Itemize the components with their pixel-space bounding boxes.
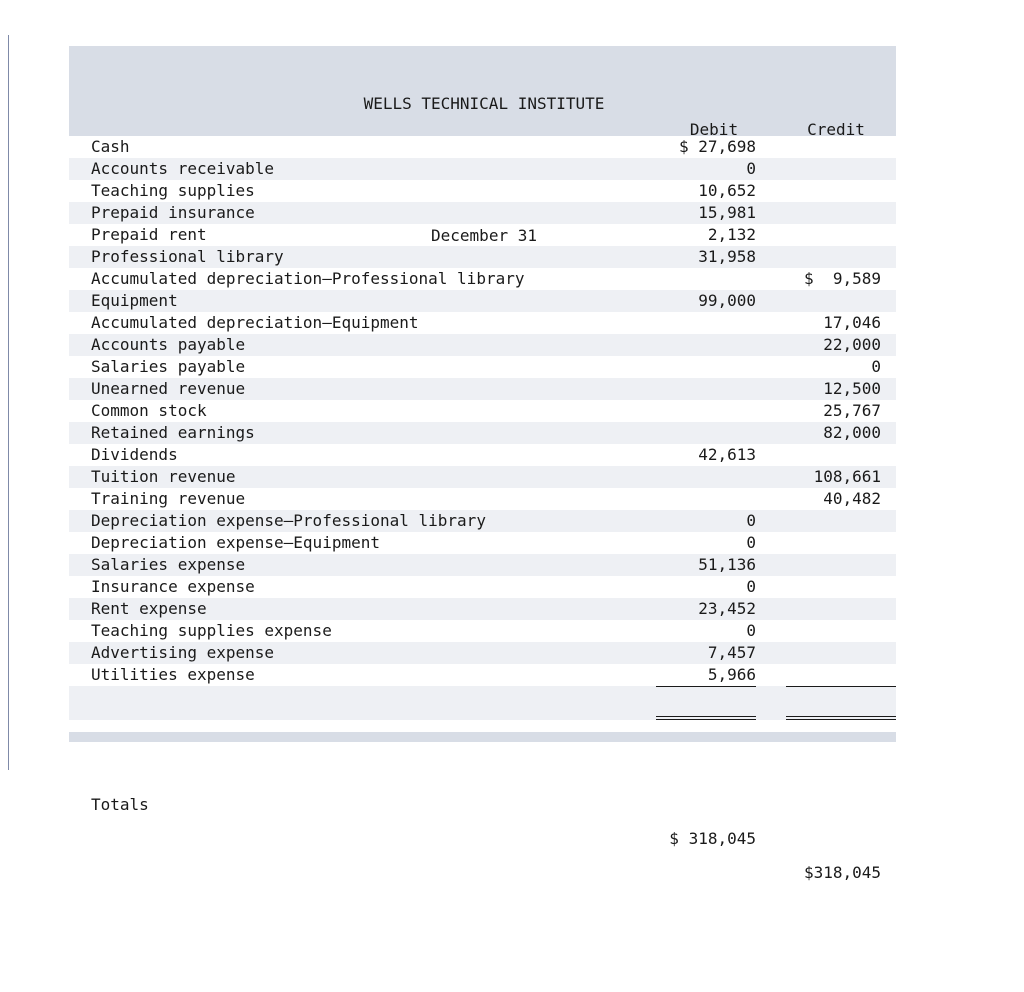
account-name: Accounts receivable	[91, 159, 275, 178]
table-row	[69, 246, 896, 268]
table-row	[69, 202, 896, 224]
debit-total-rule	[656, 686, 756, 687]
table-row	[69, 532, 896, 554]
table-row	[69, 268, 896, 290]
credit-total-rule	[786, 686, 896, 687]
credit-amount: 82,000	[823, 423, 881, 442]
account-name: Accumulated depreciation—Professional library	[91, 269, 525, 288]
account-name: Teaching supplies	[91, 181, 255, 200]
table-row	[69, 422, 896, 444]
account-name: Cash	[91, 137, 130, 156]
account-name: Unearned revenue	[91, 379, 246, 398]
account-name: Teaching supplies expense	[91, 621, 332, 640]
account-name: Professional library	[91, 247, 284, 266]
account-name: Training revenue	[91, 489, 246, 508]
account-name: Insurance expense	[91, 577, 255, 596]
table-row	[69, 466, 896, 488]
debit-amount: 5,966	[707, 665, 756, 684]
footer-bar	[69, 732, 896, 742]
account-name: Prepaid insurance	[91, 203, 255, 222]
table-row	[69, 576, 896, 598]
debit-amount: 2,132	[707, 225, 756, 244]
account-name: Utilities expense	[91, 665, 255, 684]
table-row	[69, 378, 896, 400]
account-name: Common stock	[91, 401, 207, 420]
debit-amount: $ 27,698	[678, 137, 756, 156]
left-margin-rule	[8, 35, 9, 770]
credit-amount: 12,500	[823, 379, 881, 398]
debit-amount: 10,652	[698, 181, 756, 200]
table-row	[69, 620, 896, 642]
account-name: Retained earnings	[91, 423, 255, 442]
table-row	[69, 554, 896, 576]
totals-row	[69, 686, 896, 882]
debit-amount: 7,457	[707, 643, 756, 662]
table-row	[69, 312, 896, 334]
account-name: Advertising expense	[91, 643, 275, 662]
debit-amount: 15,981	[698, 203, 756, 222]
account-name: Accumulated depreciation—Equipment	[91, 313, 419, 332]
debit-amount: 99,000	[698, 291, 756, 310]
account-name: Prepaid rent	[91, 225, 207, 244]
trial-balance-sheet	[69, 46, 896, 882]
debit-amount: 51,136	[698, 555, 756, 574]
table-row	[69, 488, 896, 510]
debit-amount: 42,613	[698, 445, 756, 464]
credit-amount: 25,767	[823, 401, 881, 420]
account-name: Depreciation expense—Equipment	[91, 533, 380, 552]
debit-column-header: Debit	[689, 120, 739, 139]
account-name: Salaries expense	[91, 555, 246, 574]
account-name: Salaries payable	[91, 357, 246, 376]
credit-amount: 22,000	[823, 335, 881, 354]
table-row	[69, 642, 896, 664]
table-row	[69, 180, 896, 202]
table-row	[69, 158, 896, 180]
credit-amount: 17,046	[823, 313, 881, 332]
debit-amount: 0	[746, 511, 756, 530]
debit-amount: 0	[746, 533, 756, 552]
debit-amount: 0	[746, 159, 756, 178]
account-name: Equipment	[91, 291, 178, 310]
account-rows	[69, 136, 896, 686]
account-name: Tuition revenue	[91, 467, 236, 486]
table-row	[69, 356, 896, 378]
credit-amount: $ 9,589	[803, 269, 881, 288]
credit-total: $318,045	[803, 863, 881, 882]
account-name: Dividends	[91, 445, 178, 464]
debit-amount: 23,452	[698, 599, 756, 618]
table-row	[69, 334, 896, 356]
report-date: December 31	[431, 226, 537, 245]
account-name: Depreciation expense—Professional library	[91, 511, 486, 530]
table-row	[69, 290, 896, 312]
debit-amount: 0	[746, 621, 756, 640]
account-name: Rent expense	[91, 599, 207, 618]
debit-amount: 31,958	[698, 247, 756, 266]
table-row	[69, 510, 896, 532]
account-name: Accounts payable	[91, 335, 246, 354]
table-row	[69, 400, 896, 422]
debit-total-double-rule	[656, 716, 756, 720]
table-row	[69, 224, 896, 246]
company-name: WELLS TECHNICAL INSTITUTE	[363, 94, 605, 113]
credit-total-double-rule	[786, 716, 896, 720]
credit-column-header: Credit	[807, 120, 865, 139]
debit-total: $ 318,045	[669, 829, 756, 848]
table-row	[69, 444, 896, 466]
credit-amount: 40,482	[823, 489, 881, 508]
totals-label: Totals	[91, 795, 149, 814]
credit-amount: 108,661	[813, 467, 881, 486]
table-row	[69, 136, 896, 158]
table-row	[69, 598, 896, 620]
debit-amount: 0	[746, 577, 756, 596]
credit-amount: 0	[871, 357, 881, 376]
table-row	[69, 664, 896, 686]
